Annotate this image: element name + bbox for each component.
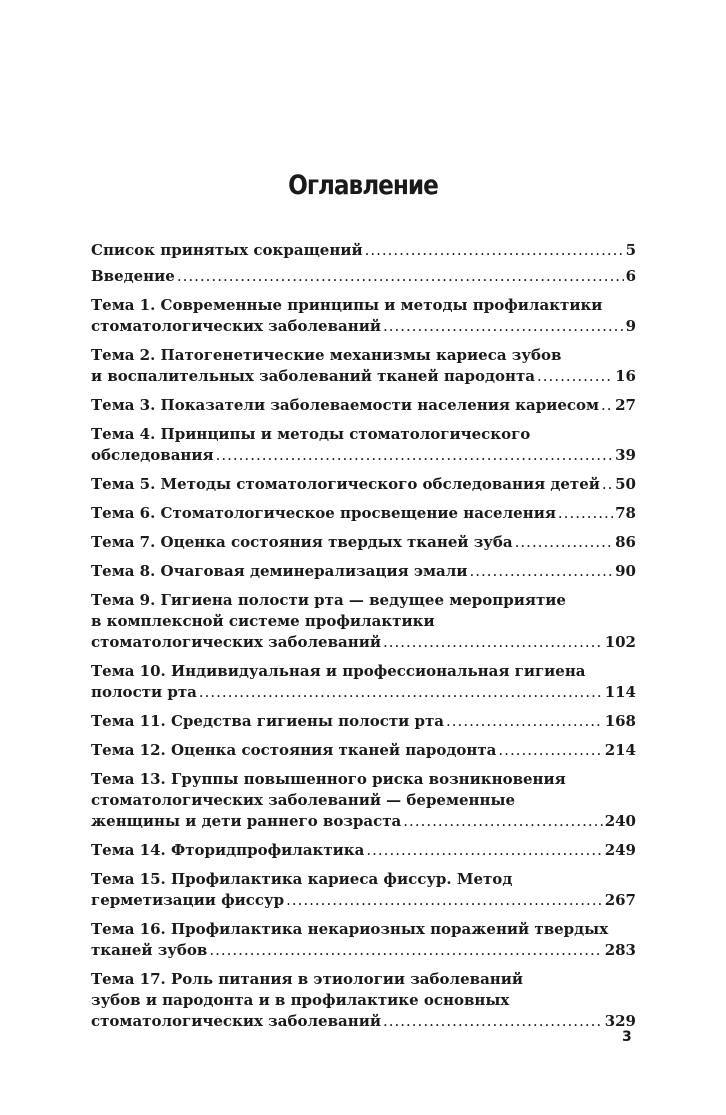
dot-leader [286, 890, 603, 911]
toc-entry [91, 919, 636, 961]
toc-entry [91, 266, 636, 287]
toc-entry-text: и воспалительных заболеваний тканей пародонта [91, 367, 536, 385]
dot-leader [602, 474, 613, 495]
toc-entry-text: обследования [91, 446, 214, 464]
toc-entry-last-line [91, 445, 636, 466]
toc-entry-page: 214 [604, 741, 636, 759]
toc-entry-page: 9 [625, 317, 636, 335]
toc-entry-page: 16 [615, 367, 636, 385]
toc-entry-text: стоматологических заболеваний — беременные [91, 791, 516, 809]
toc-entry-page: 267 [604, 891, 636, 909]
toc-entry-text: женщины и дети раннего возраста [91, 812, 402, 830]
toc-entry-text: Тема 15. Профилактика кариеса фиссур. Метод [91, 870, 513, 888]
toc-entry-text: Тема 3. Показатели заболеваемости населения кариесом [91, 396, 600, 414]
dot-leader [446, 711, 603, 732]
dot-leader [469, 561, 613, 582]
toc-entry [91, 295, 636, 337]
toc-entry-text: в комплексной системе профилактики [91, 612, 435, 630]
toc-entry-text: Тема 11. Средства гигиены полости рта [91, 712, 445, 730]
dot-leader [383, 1011, 603, 1032]
toc-entry-last-line [91, 561, 636, 582]
toc-entry-page: 86 [615, 533, 636, 551]
toc-entry-text: герметизации фиссур [91, 891, 285, 909]
toc-entry-page: 6 [625, 267, 636, 285]
toc-entry-page: 50 [615, 475, 636, 493]
toc-entry-text: полости рта [91, 683, 197, 701]
toc-entry [91, 532, 636, 553]
toc-entry-page: 90 [615, 562, 636, 580]
toc-entry-page: 240 [604, 812, 636, 830]
dot-leader [383, 632, 603, 653]
toc-entry-text: Тема 8. Очаговая деминерализация эмали [91, 562, 468, 580]
toc-entry-text: Тема 13. Группы повышенного риска возникновения [91, 770, 566, 788]
toc-entry-text: Список принятых сокращений [91, 241, 363, 259]
dot-leader [199, 682, 603, 703]
toc-entry-page: 168 [604, 712, 636, 730]
toc-entry-page: 102 [604, 633, 636, 651]
toc-entry-last-line [91, 532, 636, 553]
toc-entry-page: 329 [604, 1012, 636, 1030]
toc-entry-last-line [91, 711, 636, 732]
toc-entry-text: Тема 4. Принципы и методы стоматологического [91, 425, 531, 443]
toc-entry-text: Тема 17. Роль питания в этиологии заболеваний [91, 970, 524, 988]
toc-entry-last-line [91, 632, 636, 653]
dot-leader [383, 316, 624, 337]
toc-entry-text: стоматологических заболеваний [91, 633, 381, 651]
toc-entry-text: Тема 10. Индивидуальная и профессиональная гигиена [91, 662, 586, 680]
page-number: 3 [622, 1029, 632, 1045]
toc-entry-text: Тема 9. Гигиена полости рта — ведущее мероприятие [91, 591, 566, 609]
toc-entry-last-line [91, 395, 636, 416]
toc-entry-last-line [91, 266, 636, 287]
toc-entry-text: Тема 5. Методы стоматологического обследования детей [91, 475, 600, 493]
toc-entry [91, 740, 636, 761]
toc-entry-text: Тема 14. Фторидпрофилактика [91, 841, 365, 859]
dot-leader [366, 840, 602, 861]
toc-entry [91, 711, 636, 732]
toc-entry [91, 345, 636, 387]
toc-entry [91, 503, 636, 524]
toc-entry-last-line [91, 474, 636, 495]
dot-leader [498, 740, 602, 761]
toc-entry-text: Тема 2. Патогенетические механизмы кариеса зубов [91, 346, 562, 364]
toc-entry-page: 283 [604, 941, 636, 959]
toc-entry [91, 424, 636, 466]
page-title: Оглавление [288, 170, 438, 201]
dot-leader [537, 366, 613, 387]
toc-entry [91, 240, 636, 261]
toc-entry-last-line [91, 890, 636, 911]
toc-entry-text: Тема 7. Оценка состояния твердых тканей зуба [91, 533, 513, 551]
toc-entry [91, 769, 636, 832]
toc-entry [91, 969, 636, 1032]
toc-entry-text: Тема 12. Оценка состояния тканей пародонта [91, 741, 497, 759]
toc-entry-last-line [91, 740, 636, 761]
dot-leader [515, 532, 613, 553]
dot-leader [216, 445, 614, 466]
toc-entry-last-line [91, 811, 636, 832]
dot-leader [177, 266, 624, 287]
toc-entry [91, 661, 636, 703]
toc-entry-page: 5 [625, 241, 636, 259]
dot-leader [558, 503, 613, 524]
table-of-contents [91, 240, 636, 1040]
toc-entry-last-line [91, 240, 636, 261]
toc-entry-page: 78 [615, 504, 636, 522]
toc-entry-last-line [91, 682, 636, 703]
toc-entry-text: зубов и пародонта и в профилактике основных [91, 991, 510, 1009]
dot-leader [403, 811, 602, 832]
toc-entry-text: стоматологических заболеваний [91, 317, 381, 335]
toc-entry-text: Тема 6. Стоматологическое просвещение населения [91, 504, 556, 522]
toc-entry-last-line [91, 503, 636, 524]
dot-leader [209, 940, 602, 961]
toc-entry-last-line [91, 366, 636, 387]
dot-leader [365, 240, 624, 261]
toc-entry [91, 561, 636, 582]
toc-entry-last-line [91, 840, 636, 861]
toc-entry [91, 840, 636, 861]
toc-entry [91, 395, 636, 416]
toc-entry-text: Введение [91, 267, 175, 285]
toc-entry-text: Тема 16. Профилактика некариозных поражений твердых [91, 920, 609, 938]
toc-entry-page: 249 [604, 841, 636, 859]
toc-entry-last-line [91, 940, 636, 961]
toc-entry [91, 474, 636, 495]
toc-entry-page: 114 [604, 683, 636, 701]
toc-entry-last-line [91, 1011, 636, 1032]
toc-entry [91, 590, 636, 653]
dot-leader [601, 395, 613, 416]
toc-entry-text: Тема 1. Современные принципы и методы профилактики [91, 296, 603, 314]
toc-entry-page: 39 [615, 446, 636, 464]
toc-entry-last-line [91, 316, 636, 337]
toc-entry-page: 27 [615, 396, 636, 414]
toc-entry [91, 869, 636, 911]
toc-entry-text: стоматологических заболеваний [91, 1012, 381, 1030]
toc-entry-text: тканей зубов [91, 941, 208, 959]
